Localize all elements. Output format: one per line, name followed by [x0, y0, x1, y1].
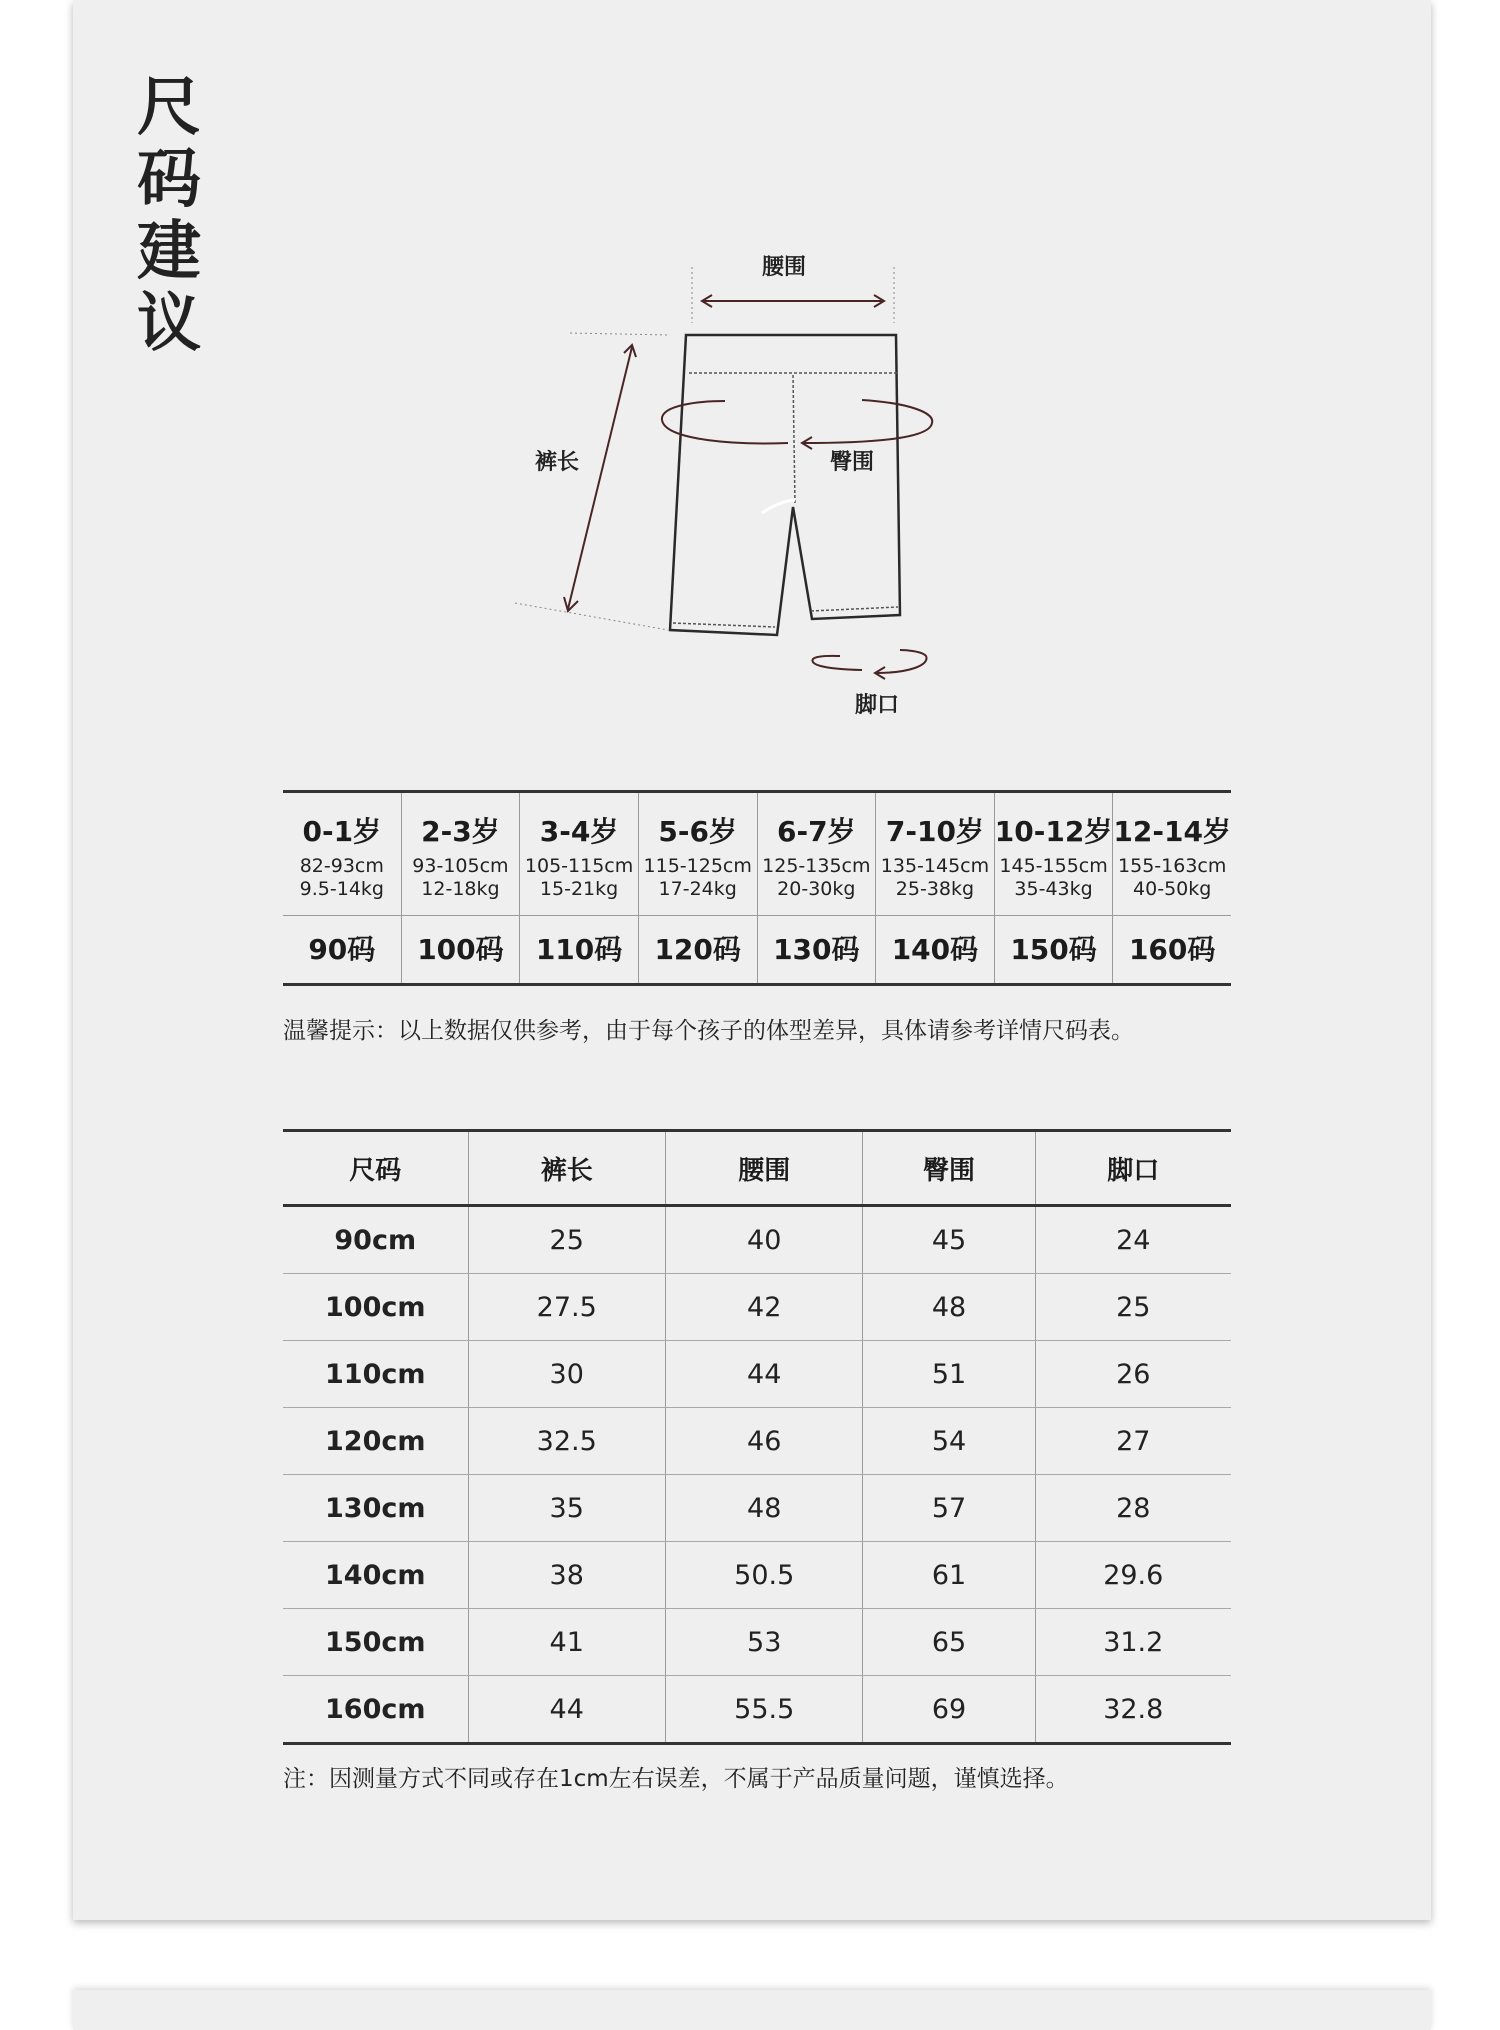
size-cell: 140cm	[283, 1542, 468, 1609]
size-code: 140码	[891, 933, 979, 966]
size-code: 130码	[773, 933, 860, 966]
measure-cell: 42	[665, 1274, 862, 1341]
measure-cell: 32.8	[1035, 1676, 1231, 1744]
measure-cell: 53	[665, 1609, 862, 1676]
age-range: 6-7岁	[777, 815, 856, 848]
weight-range: 12-18kg	[421, 878, 500, 900]
size-cell: 90cm	[283, 1206, 468, 1274]
measure-cell: 29.6	[1035, 1542, 1231, 1609]
measure-cell: 48	[665, 1475, 862, 1542]
length-arrow	[568, 347, 632, 609]
size-cell: 150cm	[283, 1609, 468, 1676]
measure-cell: 41	[468, 1609, 665, 1676]
measure-cell: 44	[665, 1341, 862, 1408]
age-range: 5-6岁	[658, 815, 737, 848]
column-header: 脚口	[1035, 1131, 1231, 1206]
table-row	[283, 1542, 1231, 1609]
weight-range: 40-50kg	[1133, 878, 1212, 900]
column-header: 臀围	[863, 1131, 1035, 1206]
measure-cell: 40	[665, 1206, 862, 1274]
suggestion-column	[875, 793, 994, 983]
height-range: 82-93cm	[299, 855, 384, 877]
measure-cell: 27.5	[468, 1274, 665, 1341]
note-text: 注：因测量方式不同或存在1cm左右误差，不属于产品质量问题，谨慎选择。	[283, 1766, 1069, 1792]
column-header: 尺码	[283, 1131, 468, 1206]
measure-cell: 50.5	[665, 1542, 862, 1609]
suggestion-info	[758, 793, 876, 916]
age-range: 10-12岁	[994, 815, 1113, 848]
weight-range: 17-24kg	[658, 878, 737, 900]
suggestion-column	[757, 793, 876, 983]
age-range: 2-3岁	[421, 815, 500, 848]
size-code: 100码	[417, 933, 504, 966]
suggestion-info	[402, 793, 520, 916]
weight-range: 35-43kg	[1014, 878, 1093, 900]
measure-cell: 32.5	[468, 1408, 665, 1475]
shorts-diagram	[490, 245, 960, 735]
column-header: 裤长	[468, 1131, 665, 1206]
table-row	[283, 1341, 1231, 1408]
measure-cell: 28	[1035, 1475, 1231, 1542]
waist-label: 腰围	[762, 255, 807, 280]
measure-cell: 44	[468, 1676, 665, 1744]
measure-cell: 26	[1035, 1341, 1231, 1408]
measure-cell: 54	[863, 1408, 1035, 1475]
age-range: 7-10岁	[885, 815, 984, 848]
table-row	[283, 1206, 1231, 1274]
height-range: 155-163cm	[1118, 855, 1227, 877]
size-code: 120码	[654, 933, 741, 966]
tip-text: 温馨提示：以上数据仅供参考，由于每个孩子的体型差异，具体请参考详情尺码表。	[283, 1018, 1134, 1044]
weight-range: 25-38kg	[895, 878, 975, 900]
weight-range: 15-21kg	[539, 878, 619, 900]
suggestion-column	[1112, 793, 1231, 983]
measure-cell: 48	[863, 1274, 1035, 1341]
suggestion-column	[401, 793, 520, 983]
measure-cell: 45	[863, 1206, 1035, 1274]
measure-cell: 35	[468, 1475, 665, 1542]
measure-cell: 24	[1035, 1206, 1231, 1274]
suggestion-info	[283, 793, 401, 916]
hem-curve-left	[813, 656, 862, 670]
size-cell: 100cm	[283, 1274, 468, 1341]
measure-cell: 30	[468, 1341, 665, 1408]
age-range: 3-4岁	[539, 815, 619, 848]
height-range: 125-135cm	[762, 855, 871, 877]
next-card-edge	[73, 1990, 1431, 2030]
suggestion-info	[1113, 793, 1231, 916]
age-range: 0-1岁	[302, 815, 382, 848]
size-cell: 130cm	[283, 1475, 468, 1542]
shorts-outline	[670, 335, 900, 635]
measure-cell: 55.5	[665, 1676, 862, 1744]
size-code: 110码	[535, 933, 623, 966]
height-range: 93-105cm	[412, 855, 509, 877]
measure-cell: 25	[1035, 1274, 1231, 1341]
size-cell: 160cm	[283, 1676, 468, 1744]
measurement-table	[283, 1129, 1231, 1745]
height-range: 135-145cm	[880, 855, 990, 877]
suggestion-info	[520, 793, 638, 916]
column-header: 腰围	[665, 1131, 862, 1206]
table-row	[283, 1475, 1231, 1542]
measure-cell: 25	[468, 1206, 665, 1274]
hem-label: 脚口	[855, 693, 900, 718]
suggestion-column	[283, 793, 401, 983]
age-range: 12-14岁	[1113, 815, 1231, 848]
measure-cell: 51	[863, 1341, 1035, 1408]
length-label: 裤长	[535, 450, 580, 475]
measure-cell: 46	[665, 1408, 862, 1475]
suggestion-info	[995, 793, 1113, 916]
height-range: 115-125cm	[643, 855, 752, 877]
measure-cell: 69	[863, 1676, 1035, 1744]
size-code: 90码	[308, 933, 376, 966]
page-title: 尺码建议	[137, 71, 201, 361]
suggestion-column	[994, 793, 1113, 983]
size-code: 160码	[1128, 933, 1216, 966]
hem-curve-right	[875, 650, 927, 673]
suggestion-info	[639, 793, 757, 916]
measure-cell: 27	[1035, 1408, 1231, 1475]
size-cell: 110cm	[283, 1341, 468, 1408]
table-row	[283, 1274, 1231, 1341]
size-cell: 120cm	[283, 1408, 468, 1475]
height-range: 145-155cm	[999, 855, 1108, 877]
measure-cell: 31.2	[1035, 1609, 1231, 1676]
measure-cell: 65	[863, 1609, 1035, 1676]
table-row	[283, 1609, 1231, 1676]
suggestion-info	[876, 793, 994, 916]
table-row	[283, 1676, 1231, 1744]
size-code: 150码	[1010, 933, 1097, 966]
table-row	[283, 1408, 1231, 1475]
weight-range: 9.5-14kg	[299, 878, 384, 900]
suggestion-column	[519, 793, 638, 983]
height-range: 105-115cm	[524, 855, 634, 877]
hip-label: 臀围	[830, 450, 875, 475]
weight-range: 20-30kg	[777, 878, 856, 900]
measure-cell: 38	[468, 1542, 665, 1609]
measure-cell: 61	[863, 1542, 1035, 1609]
measure-cell: 57	[863, 1475, 1035, 1542]
size-suggestion-table	[283, 790, 1231, 986]
suggestion-column	[638, 793, 757, 983]
